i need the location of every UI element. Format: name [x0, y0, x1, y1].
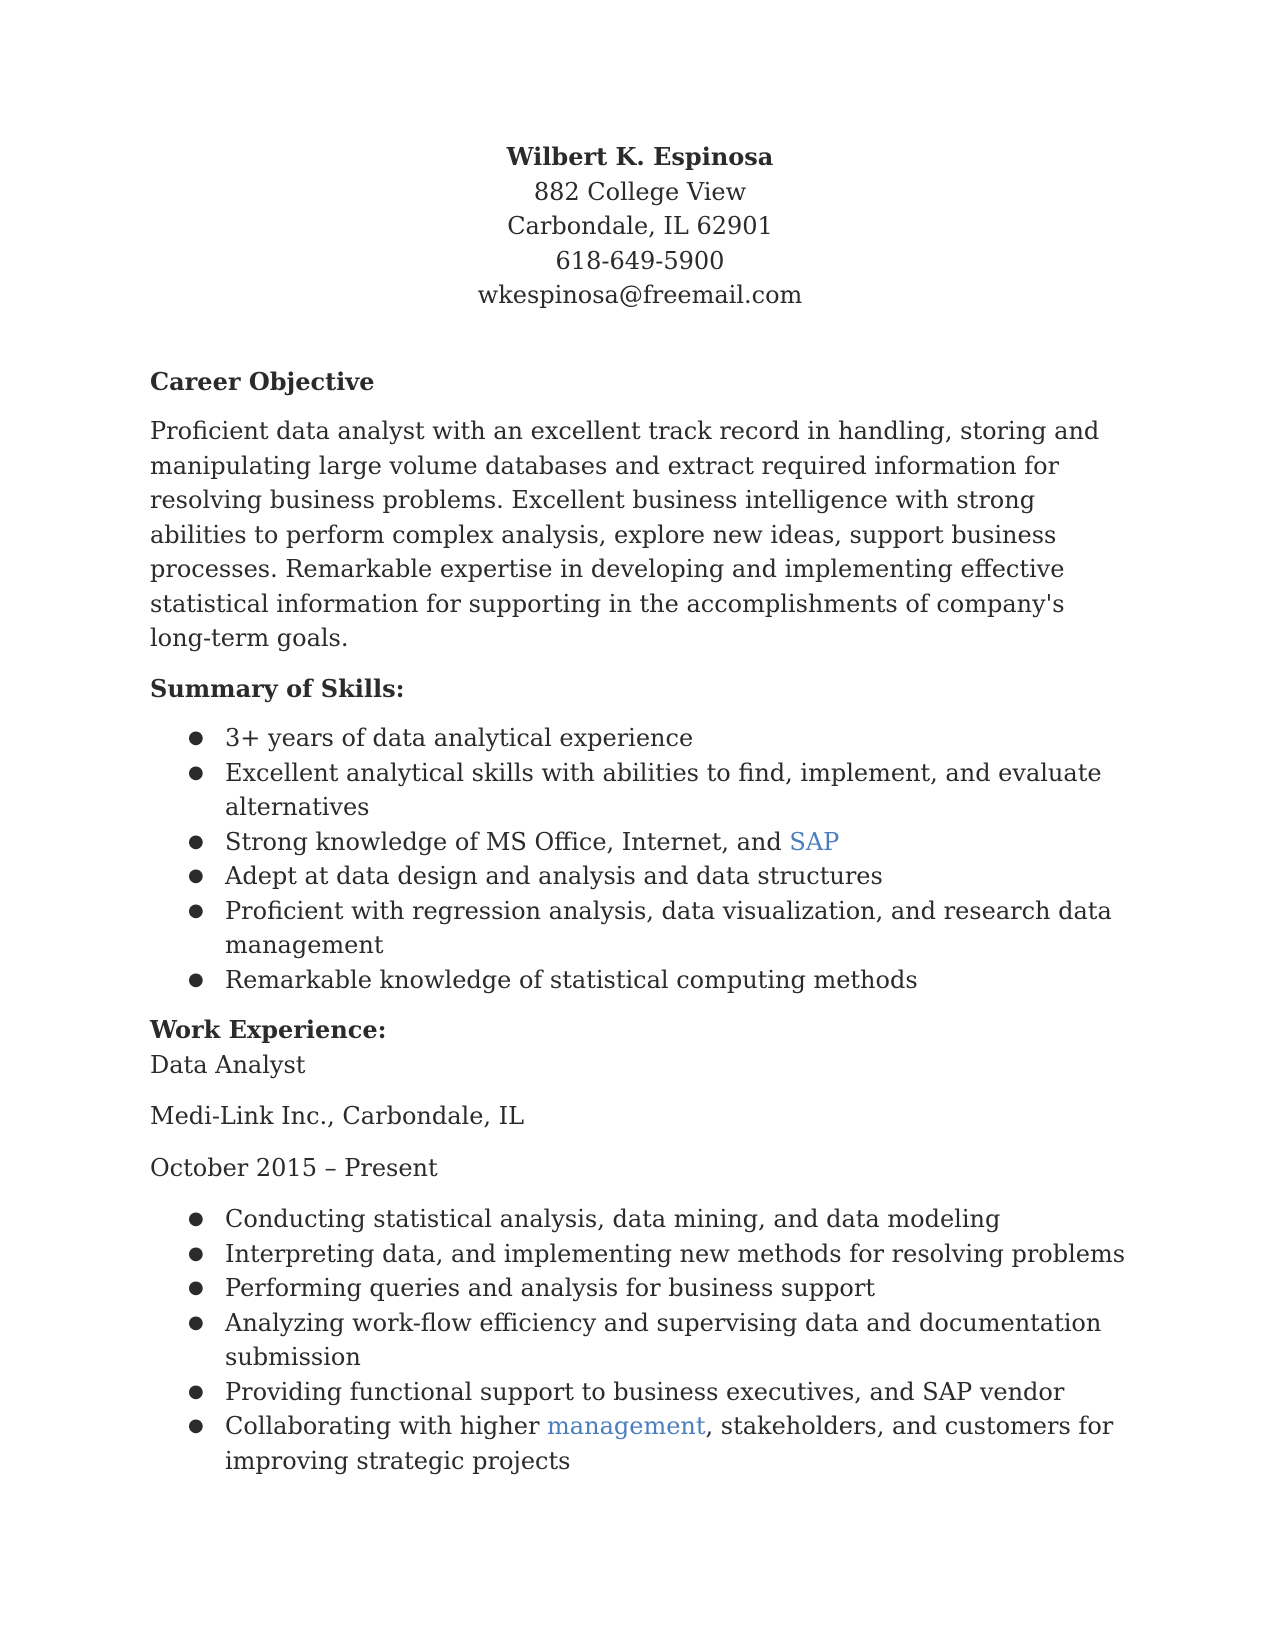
bullet-icon: ● — [188, 761, 204, 783]
bullet-icon: ● — [188, 1311, 204, 1333]
bullet-icon: ● — [188, 899, 204, 921]
job-company: Medi-Link Inc., Carbondale, IL — [150, 1102, 525, 1130]
bullet-icon: ● — [188, 727, 204, 748]
list-item — [150, 756, 1130, 825]
skill-text: Remarkable knowledge of statistical computing methods — [225, 965, 918, 994]
resume-header — [150, 140, 1130, 313]
address-line-1: 882 College View — [533, 177, 747, 206]
list-item — [150, 894, 1130, 963]
duty-text: Performing queries and analysis for business support — [225, 1274, 875, 1302]
skill-text: Adept at data design and analysis and data structures — [225, 862, 883, 890]
list-item — [150, 859, 1130, 894]
bullet-icon: ● — [188, 830, 204, 852]
skill-text: Proficient with regression analysis, data visualization, and research data management — [225, 896, 1112, 959]
bullet-icon: ● — [188, 968, 204, 990]
duty-text: Providing functional support to business executives, and SAP vendor — [225, 1377, 1065, 1406]
email-address: wkespinosa@freemail.com — [477, 281, 803, 309]
objective-heading: Career Objective — [150, 366, 375, 396]
duty-text: Interpreting data, and implementing new methods for resolving problems — [225, 1239, 1126, 1268]
list-item — [150, 1409, 1130, 1478]
bullet-icon: ● — [188, 865, 204, 886]
job-title: Data Analyst — [150, 1050, 306, 1079]
phone-number: 618-649-5900 — [555, 246, 725, 275]
resume-content — [150, 140, 1130, 1478]
skill-text: Excellent analytical skills with abilities to find, implement, and evaluate alternatives — [225, 758, 1102, 821]
bullet-icon: ● — [188, 1208, 204, 1229]
experience-list — [150, 1202, 1130, 1478]
list-item — [150, 1271, 1130, 1306]
sap-link[interactable]: SAP — [789, 827, 840, 856]
bullet-icon: ● — [188, 1242, 204, 1264]
bullet-icon: ● — [188, 1415, 204, 1436]
bullet-icon: ● — [188, 1277, 204, 1298]
address-line-2: Carbondale, IL 62901 — [507, 212, 773, 240]
list-item — [150, 1306, 1130, 1375]
list-item — [150, 721, 1130, 756]
experience-heading: Work Experience: — [150, 1015, 387, 1044]
duty-text-after: , stakeholders, and customers for improving strategic projects — [225, 1412, 1114, 1475]
list-item — [150, 1237, 1130, 1272]
management-link[interactable]: management — [547, 1412, 706, 1440]
list-item — [150, 963, 1130, 998]
job-dates: October 2015 – Present — [150, 1153, 438, 1182]
duty-text: Conducting statistical analysis, data mining, and data modeling — [225, 1205, 1001, 1233]
list-item — [150, 1202, 1130, 1237]
bullet-icon: ● — [188, 1380, 204, 1402]
skills-heading: Summary of Skills: — [150, 673, 405, 703]
objective-text: Proficient data analyst with an excellent track record in handling, storing and manipulating large volume databases and extract required information for resolving business problems. Excellent business intelligence with strong abilities to perform complex analysis, explore new ideas, support business processes. Remarkable expertise in developing and implementing effective statistical information for supporting in the accomplishments of company's long-term goals. — [150, 417, 1100, 652]
duty-text: Analyzing work-flow efficiency and supervising data and documentation submission — [225, 1308, 1102, 1371]
duty-text-before: Collaborating with higher — [225, 1412, 548, 1440]
list-item — [150, 1375, 1130, 1410]
list-item — [150, 825, 1130, 860]
skills-list — [150, 721, 1130, 997]
candidate-name: Wilbert K. Espinosa — [506, 142, 774, 171]
skill-text: 3+ years of data analytical experience — [225, 724, 694, 752]
skill-text: Strong knowledge of MS Office, Internet, and — [225, 827, 790, 856]
